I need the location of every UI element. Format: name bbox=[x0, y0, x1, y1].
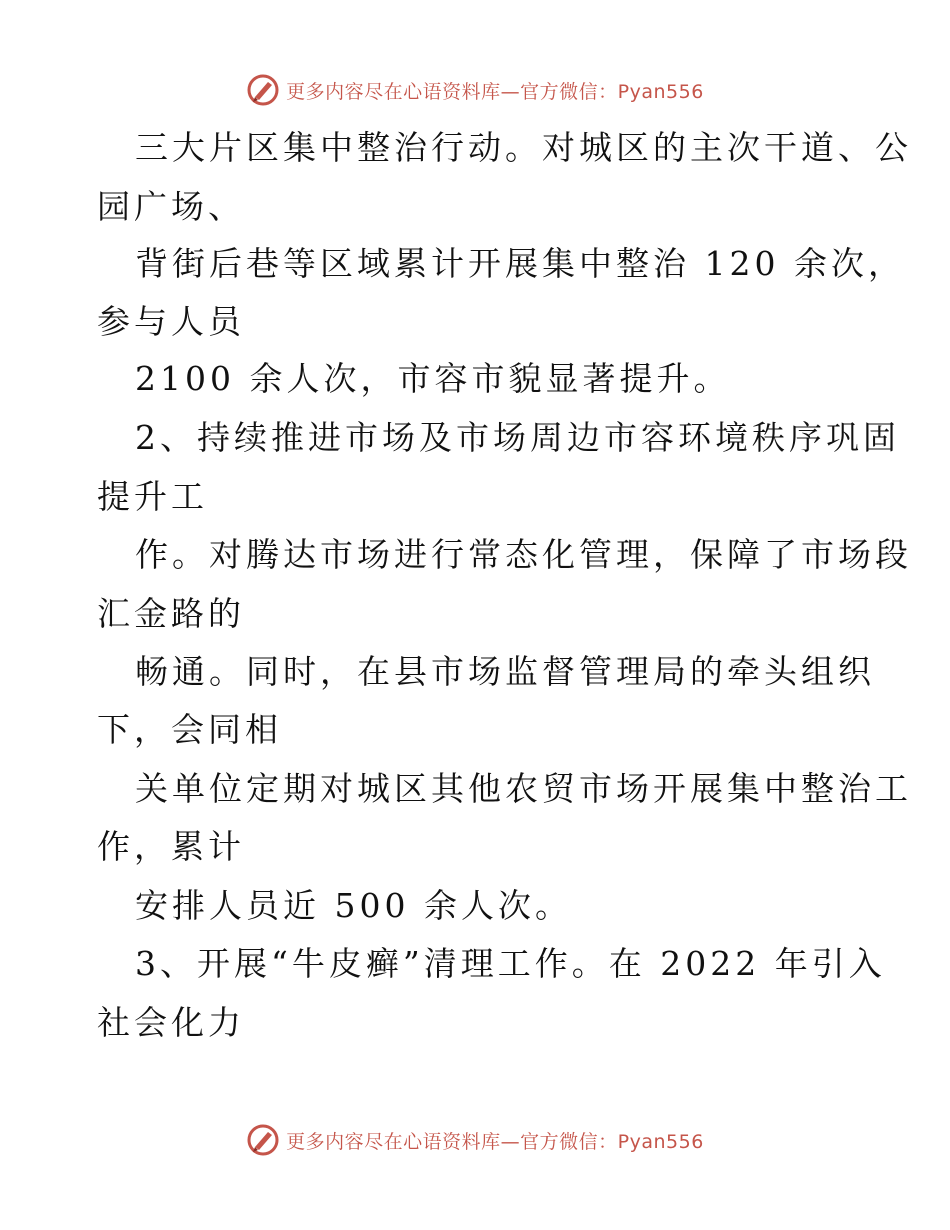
text-line: 作，累计 bbox=[97, 827, 245, 866]
watermark-text bbox=[286, 1127, 704, 1154]
text-line: 2100 余人次，市容市貌显著提升。 bbox=[135, 359, 731, 398]
pen-logo-icon bbox=[246, 1123, 280, 1157]
watermark-handle: Pyan556 bbox=[617, 80, 704, 103]
text-line: 3、开展“牛皮癣”清理工作。在 2022 年引入 bbox=[135, 944, 886, 983]
text-line: 畅通。同时，在县市场监督管理局的牵头组织 bbox=[135, 652, 875, 691]
text-line: 安排人员近 500 余人次。 bbox=[135, 886, 572, 925]
text-line: 参与人员 bbox=[97, 302, 245, 341]
text-line: 下，会同相 bbox=[97, 710, 282, 749]
text-line: 作。对腾达市场进行常态化管理，保障了市场段 bbox=[135, 535, 912, 574]
watermark-handle: Pyan556 bbox=[617, 1130, 704, 1153]
text-line: 关单位定期对城区其他农贸市场开展集中整治工 bbox=[135, 769, 912, 808]
text-line: 提升工 bbox=[97, 477, 208, 516]
text-line: 2、持续推进市场及市场周边市容环境秩序巩固 bbox=[135, 418, 900, 457]
watermark-footer bbox=[0, 1120, 950, 1160]
text-line: 汇金路的 bbox=[97, 594, 245, 633]
watermark-prefix: 更多内容尽在心语资料库—官方微信： bbox=[286, 1130, 618, 1153]
text-line: 三大片区集中整治行动。对城区的主次干道、公 bbox=[135, 128, 912, 167]
text-line: 背街后巷等区域累计开展集中整治 120 余次， bbox=[135, 244, 905, 283]
watermark-prefix: 更多内容尽在心语资料库—官方微信： bbox=[286, 80, 618, 103]
text-line: 园广场、 bbox=[97, 187, 245, 226]
text-line: 社会化力 bbox=[97, 1003, 245, 1042]
